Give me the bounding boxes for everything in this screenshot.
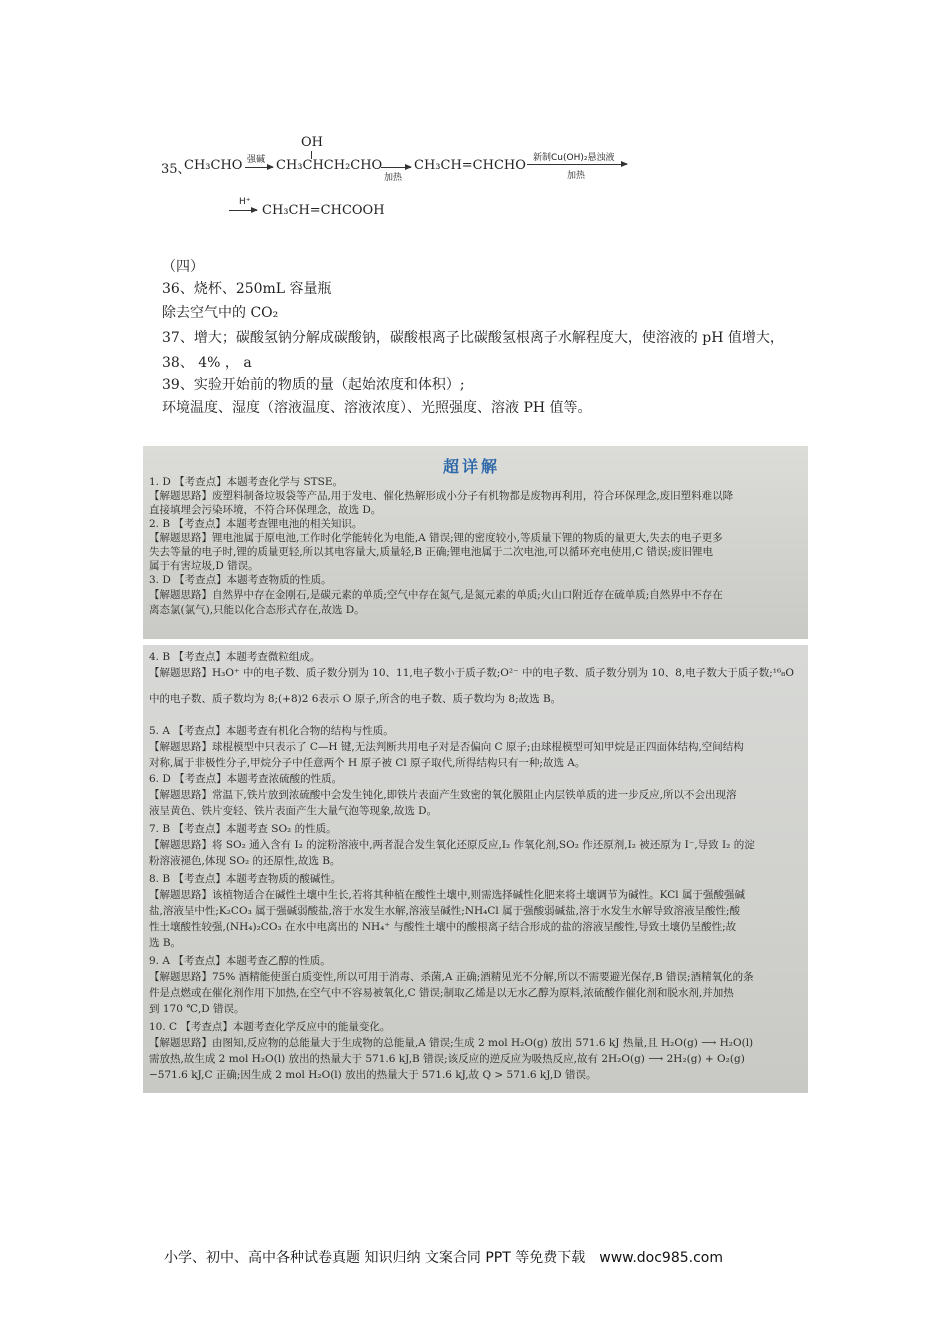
- answer-photo-1: [143, 446, 808, 639]
- photo-2-line: 【解题思路】将 SO₂ 通入含有 I₂ 的淀粉溶液中,两者混合发生氧化还原反应,I₂ 作氧化剂,SO₂ 作还原剂,I₂ 被还原为 I⁻,导致 I₂ 的淀: [149, 839, 755, 851]
- photo-1-line: 【解题思路】锂电池属于原电池,工作时化学能转化为电能,A 错误;锂的密度较小,等质量下锂的物质的量更大,失去的电子更多: [149, 532, 723, 544]
- q35-arrow-4: [229, 210, 257, 211]
- photo-2-line: 件是点燃或在催化剂作用下加热,在空气中不容易被氧化,C 错误;制取乙烯是以无水乙醇为原料,浓硫酸作催化剂和脱水剂,并加热: [149, 987, 734, 999]
- photo-2-line: 【解题思路】75% 酒精能使蛋白质变性,所以可用于消毒、杀菌,A 正确;酒精见光不分解,所以不需要避光保存,B 错误;酒精氧化的条: [149, 971, 754, 983]
- photo-2-line: 10. C 【考查点】本题考查化学反应中的能量变化。: [149, 1021, 391, 1033]
- footer-text: 小学、初中、高中各种试卷真题 知识归纳 文案合同 PPT 等免费下载: [164, 1250, 586, 1266]
- q35-oh-group: OH: [301, 135, 323, 150]
- photo-1-line: 1. D 【考查点】本题考查化学与 STSE。: [149, 476, 344, 488]
- photo-2-line: 8. B 【考查点】本题考查物质的酸碱性。: [149, 873, 342, 885]
- photo-2-line: 9. A 【考查点】本题考查乙醇的性质。: [149, 955, 331, 967]
- photo-2-line: −571.6 kJ,C 正确;因生成 2 mol H₂O(l) 放出的热量大于 571.6 kJ,故 Q > 571.6 kJ,D 错误。: [149, 1069, 597, 1081]
- q38-answer: 38、 4% ， a: [162, 355, 252, 371]
- q35-intermediate-1: CH₃CHCH₂CHO: [276, 158, 383, 173]
- photo-1-heading: 超详解: [443, 457, 501, 476]
- photo-1-line: 直接填埋会污染环境，不符合环保理念，故选 D。: [149, 504, 382, 516]
- photo-2-line: 到 170 ℃,D 错误。: [149, 1003, 245, 1015]
- page-footer: [164, 1247, 737, 1267]
- q35-arrow-1-label: 强碱: [247, 155, 266, 165]
- photo-1-line: 3. D 【考查点】本题考查物质的性质。: [149, 574, 332, 586]
- q39-answer-line-2: 环境温度、湿度（溶液温度、溶液浓度）、光照强度、溶液 PH 值等。: [162, 400, 592, 416]
- photo-2-line: 6. D 【考查点】本题考查浓硫酸的性质。: [149, 773, 343, 785]
- photo-2-line: 选 B。: [149, 937, 182, 949]
- q35-reactant: CH₃CHO: [184, 158, 243, 173]
- photo-1-line: 失去等量的电子时,锂的质量更轻,所以其电容量大,质量轻,B 正确;锂电池属于二次电池,可以循环充电使用,C 错误;废旧锂电: [149, 546, 714, 558]
- q35-number: 35、: [161, 162, 191, 177]
- q35-intermediate-2: CH₃CH=CHCHO: [414, 158, 526, 173]
- section-4-heading: （四）: [162, 259, 204, 275]
- q35-arrow-4-label: H⁺: [239, 197, 251, 207]
- q35-arrow-3-label-bottom: 加热: [567, 171, 586, 181]
- photo-2-line: 液呈黄色、铁片变轻、铁片表面产生大量气泡等现象,故选 D。: [149, 805, 438, 817]
- photo-1-line: 属于有害垃圾,D 错误。: [149, 560, 259, 572]
- q35-arrow-2: [381, 167, 411, 168]
- photo-2-line: 7. B 【考查点】本题考查 SO₂ 的性质。: [149, 823, 337, 835]
- photo-2-line: 【解题思路】H₃O⁺ 中的电子数、质子数分别为 10、11,电子数小于质子数;O²⁻ 中的电子数、质子数分别为 10、8,电子数大于质子数;¹⁶₈O: [149, 667, 794, 679]
- q37-answer: 37、增大；碳酸氢钠分解成碳酸钠，碳酸根离子比碳酸氢根离子水解程度大，使溶液的 pH 值增大，: [162, 330, 784, 346]
- photo-2-line: 需放热,故生成 2 mol H₂O(l) 放出的热量大于 571.6 kJ,B 错误;该反应的逆反应为吸热反应,故有 2H₂O(g) ⟶ 2H₂(g) + O₂(g): [149, 1053, 745, 1065]
- photo-2-line: 性土壤酸性较强,(NH₄)₂CO₃ 在水中电离出的 NH₄⁺ 与酸性土壤中的酸根离子结合形成的盐的溶液呈酸性,导致土壤仍呈酸性;故: [149, 921, 737, 933]
- answer-photo-2: [143, 645, 808, 1093]
- q39-answer-line-1: 39、实验开始前的物质的量（起始浓度和体积）;: [162, 377, 465, 393]
- photo-2-line: 对称,属于非极性分子,甲烷分子中任意两个 H 原子被 Cl 原子取代,所得结构只有一种;故选 A。: [149, 757, 586, 769]
- photo-1-line: 【解题思路】废塑料制备垃圾袋等产品,用于发电、催化热解形成小分子有机物都是废物再利用，符合环保理念,废旧塑料难以降: [149, 490, 734, 502]
- q35-arrow-2-label: 加热: [384, 173, 403, 183]
- photo-1-line: 离态氯(氯气),只能以化合态形式存在,故选 D。: [149, 604, 365, 616]
- photo-2-line: 【解题思路】常温下,铁片放到浓硫酸中会发生钝化,即铁片表面产生致密的氧化膜阻止内层铁单质的进一步反应,所以不会出现溶: [149, 789, 737, 801]
- q35-arrow-3: [527, 164, 627, 165]
- footer-url[interactable]: www.doc985.com: [599, 1250, 723, 1266]
- photo-1-line: 2. B 【考查点】本题考查锂电池的相关知识。: [149, 518, 363, 530]
- photo-2-line: 【解题思路】该植物适合在碱性土壤中生长,若将其种植在酸性土壤中,则需选择碱性化肥来将土壤调节为碱性。KCl 属于强酸强碱: [149, 889, 745, 901]
- photo-1-line: 【解题思路】自然界中存在金刚石,是碳元素的单质;空气中存在氮气,是氮元素的单质;火山口附近存在硫单质;自然界中不存在: [149, 589, 723, 601]
- photo-2-line: 【解题思路】由图知,反应物的总能量大于生成物的总能量,A 错误;生成 2 mol H₂O(g) 放出 571.6 kJ 热量,且 H₂O(g) ⟶ H₂O(l): [149, 1037, 754, 1049]
- photo-2-line: 【解题思路】球棍模型中只表示了 C—H 键,无法判断共用电子对是否偏向 C 原子;由球棍模型可知甲烷是正四面体结构,空间结构: [149, 741, 744, 753]
- photo-2-line: 5. A 【考查点】本题考查有机化合物的结构与性质。: [149, 725, 394, 737]
- photo-2-line: 4. B 【考查点】本题考查微粒组成。: [149, 651, 321, 663]
- q36-answer-line-2: 除去空气中的 CO₂: [162, 305, 279, 321]
- photo-2-line: 粉溶液褪色,体现 SO₂ 的还原性,故选 B。: [149, 855, 341, 867]
- q36-answer-line-1: 36、烧杯、250mL 容量瓶: [162, 281, 332, 297]
- q35-arrow-3-label-top: 新制Cu(OH)₂悬浊液: [533, 153, 615, 163]
- q35-product: CH₃CH=CHCOOH: [262, 203, 385, 218]
- q35-arrow-1: [245, 167, 273, 168]
- photo-2-line: 盐,溶液呈中性;K₂CO₃ 属于强碱弱酸盐,溶于水发生水解,溶液呈碱性;NH₄Cl 属于强酸弱碱盐,溶于水发生水解导致溶液呈酸性;酸: [149, 905, 740, 917]
- photo-2-line: 中的电子数、质子数均为 8;(+8)2 6表示 O 原子,所含的电子数、质子数均为 8;故选 B。: [149, 693, 562, 705]
